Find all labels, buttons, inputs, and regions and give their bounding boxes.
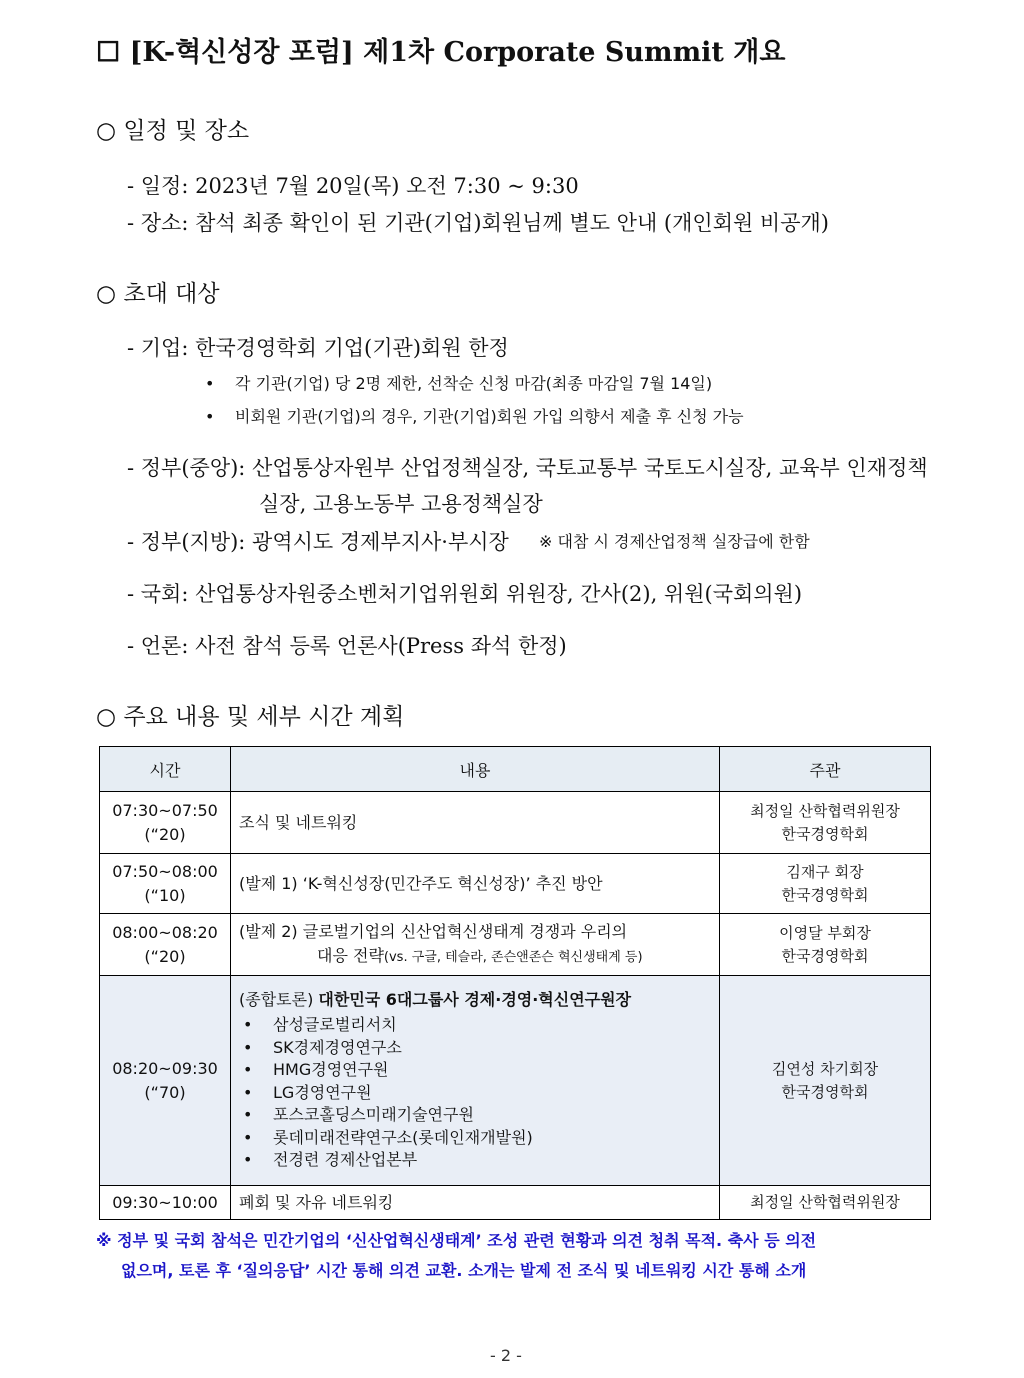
section-heading-schedule: ○ 일정 및 장소 bbox=[96, 118, 250, 144]
company-bullet: • 비회원 기관(기업)의 경우, 기관(기업)회원 가입 의향서 제출 후 신청 가능 bbox=[205, 407, 744, 426]
table-row bbox=[100, 914, 931, 976]
organizer-cell: 최정일 산학협력위원장 bbox=[720, 1186, 931, 1220]
list-item: • 삼성글로벌리서치 bbox=[239, 1014, 718, 1037]
company-bullet: • 각 기관(기업) 당 2명 제한, 선착순 신청 마감(최종 마감일 7월 14일) bbox=[205, 374, 713, 393]
bullet-dot-icon: • bbox=[243, 1105, 253, 1124]
organizer-cell: 김재구 회장 한국경영학회 bbox=[720, 854, 931, 914]
content-cell: 폐회 및 자유 네트워킹 bbox=[231, 1186, 720, 1220]
list-item: • HMG경영연구원 bbox=[239, 1059, 718, 1082]
list-item: • SK경제경영연구소 bbox=[239, 1037, 718, 1060]
footnote-line-1: ※ 정부 및 국회 참석은 민간기업의 ‘신산업혁신생태계’ 조성 관련 현황과 의견 청취 목적. 축사 등 의전 bbox=[96, 1231, 817, 1250]
time-cell: 07:50~08:00 (“10) bbox=[100, 854, 231, 914]
time-cell: 08:20~09:30 (“70) bbox=[100, 976, 231, 1186]
invitee-gov-local-ref: ※ 대참 시 경제산업정책 실장급에 한함 bbox=[539, 532, 810, 551]
bullet-dot-icon: • bbox=[243, 1150, 253, 1169]
page-title: ☐ [K-혁신성장 포럼] 제1차 Corporate Summit 개요 bbox=[96, 37, 786, 68]
organizer-cell: 김연성 차기회장 한국경영학회 bbox=[720, 976, 931, 1186]
section-heading-program: ○ 주요 내용 및 세부 시간 계획 bbox=[96, 704, 405, 730]
organizer-cell: 이영달 부회장 한국경영학회 bbox=[720, 914, 931, 976]
invitee-company: - 기업: 한국경영학회 기업(기관)회원 한정 bbox=[127, 336, 509, 360]
table-row bbox=[100, 976, 931, 1186]
footnote-line-2: 없으며, 토론 후 ‘질의응답’ 시간 통해 의견 교환. 소개는 발제 전 조식 및 네트워킹 시간 통해 소개 bbox=[121, 1261, 807, 1280]
organizer-cell: 최정일 산학협력위원장 한국경영학회 bbox=[720, 792, 931, 854]
time-cell: 09:30~10:00 bbox=[100, 1186, 231, 1220]
research-institute-list bbox=[239, 1014, 718, 1172]
table-row bbox=[100, 1186, 931, 1220]
list-item: • 포스코홀딩스미래기술연구원 bbox=[239, 1104, 718, 1127]
bullet-dot-icon: • bbox=[243, 1082, 253, 1102]
table-row bbox=[100, 854, 931, 914]
bullet-dot-icon: • bbox=[243, 1015, 253, 1034]
time-cell: 07:30~07:50 (“20) bbox=[100, 792, 231, 854]
content-cell: (발제 2) 글로벌기업의 신산업혁신생태계 경쟁과 우리의 대응 전략(vs. 구글, 테슬라, 존슨앤존슨 혁신생태계 등) bbox=[231, 914, 720, 976]
bullet-dot-icon: • bbox=[243, 1060, 253, 1079]
schedule-table bbox=[99, 746, 931, 1220]
invitee-gov-local: - 정부(지방): 광역시도 경제부지사·부시장 bbox=[127, 530, 509, 554]
bullet-dot-icon: • bbox=[205, 374, 215, 393]
schedule-date: - 일정: 2023년 7월 20일(목) 오전 7:30 ~ 9:30 bbox=[127, 174, 579, 198]
list-item: • LG경영연구원 bbox=[239, 1082, 718, 1105]
invitee-press: - 언론: 사전 참석 등록 언론사(Press 좌석 한정) bbox=[127, 634, 567, 658]
invitee-assembly: - 국회: 산업통상자원중소벤처기업위원회 위원장, 간사(2), 위원(국회의원) bbox=[127, 582, 803, 606]
bullet-dot-icon: • bbox=[243, 1037, 253, 1057]
header-content: 내용 bbox=[231, 747, 720, 792]
table-header-row bbox=[100, 747, 931, 792]
bullet-dot-icon: • bbox=[205, 407, 215, 426]
invitee-gov-central-cont: 실장, 고용노동부 고용정책실장 bbox=[259, 492, 543, 516]
content-cell: (종합토론) 대한민국 6대그룹사 경제·경영·혁신연구원장 • 삼성글로벌리서치 • SK경제경영연구소 • HMG경영연구원 • LG경영연구원 • 포스코홀딩스미래기술연구원 • 롯데미래전략연구소(롯데인재개발원) • 전경련 경제산업본부 bbox=[231, 976, 720, 1186]
page-number: - 2 - bbox=[490, 1346, 522, 1365]
list-item: • 전경련 경제산업본부 bbox=[239, 1149, 718, 1172]
schedule-place: - 장소: 참석 최종 확인이 된 기관(기업)회원님께 별도 안내 (개인회원 비공개) bbox=[127, 211, 829, 235]
section-heading-invitees: ○ 초대 대상 bbox=[96, 281, 220, 307]
content-cell: 조식 및 네트워킹 bbox=[231, 792, 720, 854]
invitee-gov-central: - 정부(중앙): 산업통상자원부 산업정책실장, 국토교통부 국토도시실장, 교육부 인재정책 bbox=[127, 456, 928, 480]
content-cell: (발제 1) ‘K-혁신성장(민간주도 혁신성장)’ 추진 방안 bbox=[231, 854, 720, 914]
time-cell: 08:00~08:20 (“20) bbox=[100, 914, 231, 976]
header-organizer: 주관 bbox=[720, 747, 931, 792]
table-row bbox=[100, 792, 931, 854]
bullet-dot-icon: • bbox=[243, 1127, 253, 1147]
header-time: 시간 bbox=[100, 747, 231, 792]
list-item: • 롯데미래전략연구소(롯데인재개발원) bbox=[239, 1127, 718, 1150]
